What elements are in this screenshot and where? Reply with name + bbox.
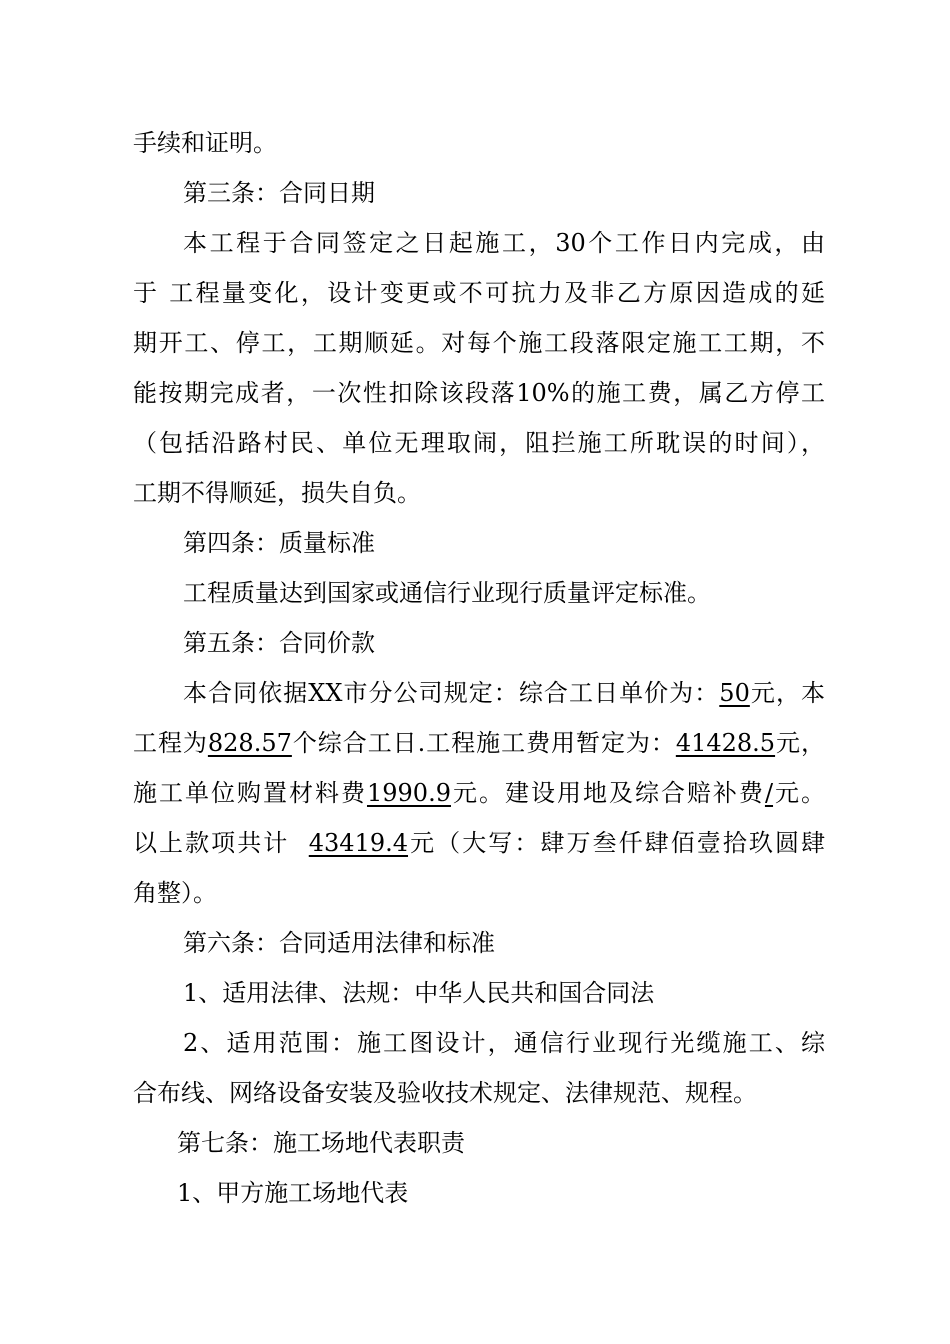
article-5-line-2 xyxy=(133,718,825,768)
article-3-line-3: 期开工、停工，工期顺延。对每个施工段落限定施工工期，不 xyxy=(133,329,825,357)
text-segment: 元， xyxy=(775,729,825,757)
paragraph-procedures xyxy=(133,118,825,168)
text-segment: 本合同依据XX市分公司规定：综合工日单价为： xyxy=(183,679,720,707)
text-segment: 元（大写：肆万叁仟肆佰壹拾玖圆肆 xyxy=(408,829,826,857)
article-6-heading: 第六条：合同适用法律和标准 xyxy=(183,929,495,957)
text-segment: 元，本 xyxy=(749,679,826,707)
document-body xyxy=(133,118,825,1218)
article-3-paragraph xyxy=(133,218,825,518)
article-5-paragraph xyxy=(133,668,825,918)
article-3-heading: 第三条：合同日期 xyxy=(183,179,375,207)
article-5-line-5: 角整）。 xyxy=(133,879,217,907)
paragraph-text: 手续和证明。 xyxy=(133,129,277,157)
total-amount-value: 43419.4 xyxy=(308,829,409,857)
article-6-item-1: 1、适用法律、法规：中华人民共和国合同法 xyxy=(183,979,655,1007)
text-segment: 工程为 xyxy=(133,729,208,757)
article-7-heading: 第七条：施工场地代表职责 xyxy=(177,1129,465,1157)
article-3-line-2: 于 工程量变化，设计变更或不可抗力及非乙方原因造成的延 xyxy=(133,279,825,307)
article-4-text: 工程质量达到国家或通信行业现行质量评定标准。 xyxy=(183,579,711,607)
text-segment: 元。 xyxy=(773,779,826,807)
article-7-item-1: 1、甲方施工场地代表 xyxy=(177,1179,409,1207)
article-3-line-5: （包括沿路村民、单位无理取闹，阻拦施工所耽误的时间）， xyxy=(133,429,825,457)
text-segment: 以上款项共计 xyxy=(133,829,309,857)
article-4-heading: 第四条：质量标准 xyxy=(183,529,375,557)
article-6-item-2-line-1: 2、适用范围：施工图设计，通信行业现行光缆施工、综 xyxy=(183,1029,825,1057)
construction-fee-value: 41428.5 xyxy=(675,729,776,757)
article-3-line-6: 工期不得顺延，损失自负。 xyxy=(133,479,421,507)
article-5-heading: 第五条：合同价款 xyxy=(183,629,375,657)
article-5-line-1 xyxy=(133,668,825,718)
article-6-item-2 xyxy=(133,1018,825,1118)
material-fee-value: 1990.9 xyxy=(366,779,451,807)
article-3-line-4: 能按期完成者，一次性扣除该段落10%的施工费，属乙方停工 xyxy=(133,379,825,407)
text-segment: 施工单位购置材料费 xyxy=(133,779,367,807)
article-6-item-2-line-2: 合布线、网络设备安装及验收技术规定、法律规范、规程。 xyxy=(133,1079,757,1107)
article-3-line-1: 本工程于合同签定之日起施工，30个工作日内完成，由 xyxy=(183,229,825,257)
article-5-line-4 xyxy=(133,818,825,868)
workdays-value: 828.57 xyxy=(207,729,292,757)
text-segment: 元。建设用地及综合赔补费 xyxy=(450,779,765,807)
unit-price-value: 50 xyxy=(719,679,750,707)
article-5-line-3 xyxy=(133,768,825,818)
compensation-fee-value: / xyxy=(764,779,774,807)
text-segment: 个综合工日.工程施工费用暂定为： xyxy=(291,729,676,757)
